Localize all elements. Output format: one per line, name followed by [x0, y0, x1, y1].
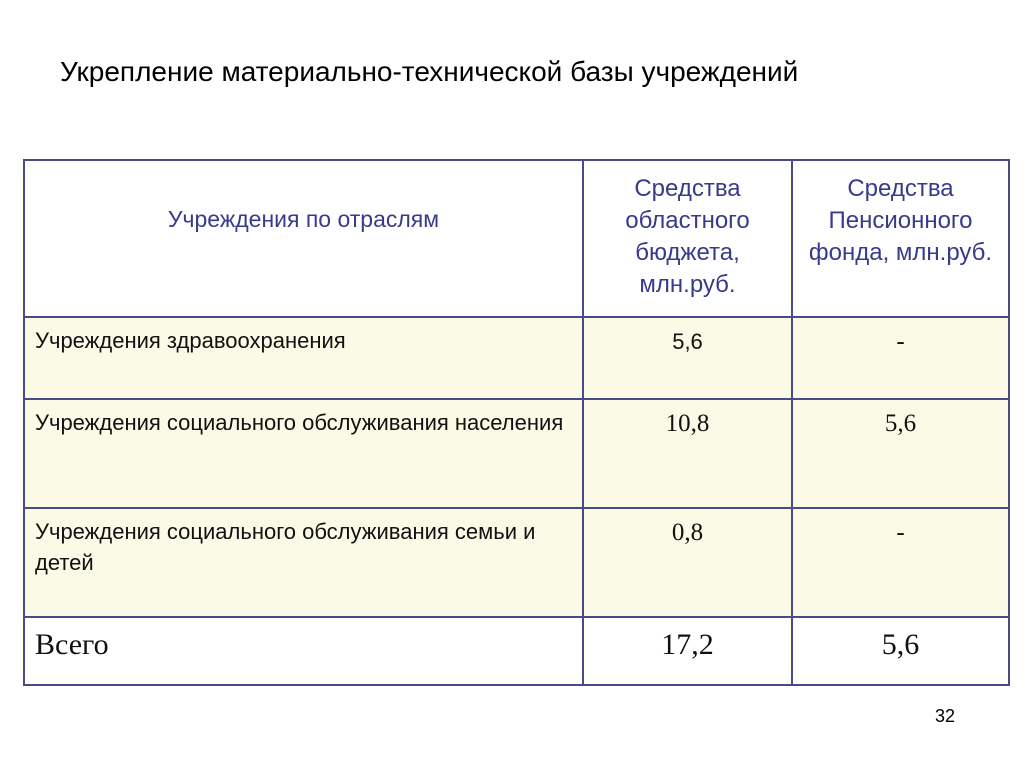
table-header-row [24, 160, 1009, 317]
total-row [24, 617, 1009, 685]
header-pension-fund-label: Средства Пенсионного фонда, млн.руб. [808, 175, 993, 266]
total-regional-budget: 17,2 [583, 617, 792, 685]
row-value-pension-fund: - [792, 317, 1009, 399]
row-label-social-population: Учреждения социального обслуживания населения [24, 399, 583, 508]
table-row [24, 317, 1009, 399]
header-category-label: Учреждения по отраслям [167, 206, 440, 232]
header-pension-fund [792, 160, 1009, 317]
row-value-regional-budget: 0,8 [583, 508, 792, 617]
table-row [24, 508, 1009, 617]
row-value-regional-budget: 10,8 [583, 399, 792, 508]
row-label-social-family: Учреждения социального обслуживания семьи и детей [24, 508, 583, 617]
header-regional-budget-label: Средства областного бюджета, млн.руб. [625, 175, 750, 298]
total-pension-fund: 5,6 [792, 617, 1009, 685]
header-category [24, 160, 583, 317]
row-value-regional-budget: 5,6 [583, 317, 792, 399]
total-label: Всего [24, 617, 583, 685]
page-number: 32 [935, 706, 956, 726]
slide-title: Укрепление материально-технической базы учреждений [60, 56, 799, 87]
table-row [24, 399, 1009, 508]
row-label-healthcare: Учреждения здравоохранения [24, 317, 583, 399]
header-regional-budget [583, 160, 792, 317]
funding-table [23, 159, 1010, 686]
row-value-pension-fund: 5,6 [792, 399, 1009, 508]
row-value-pension-fund: - [792, 508, 1009, 617]
